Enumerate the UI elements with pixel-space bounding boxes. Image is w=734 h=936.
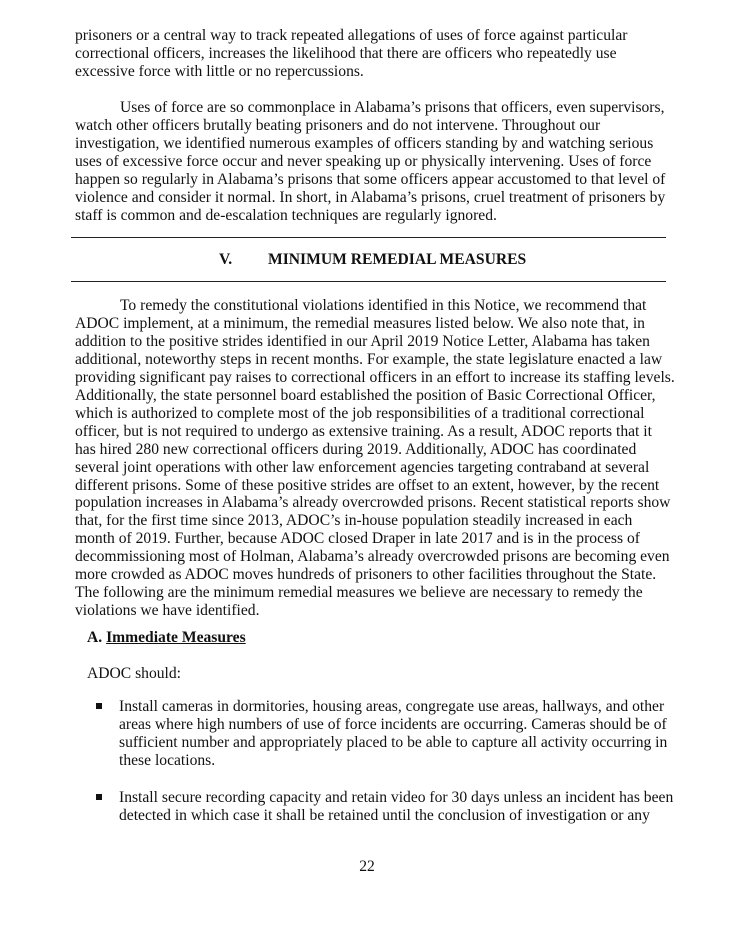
section-title: MINIMUM REMEDIAL MEASURES (268, 251, 527, 268)
page-number: 22 (359, 858, 375, 875)
body-paragraph: Uses of force are so commonplace in Alabama’s prisons that officers, even supervisors, watch other officers brutally beating prisoners and do not intervene. Throughout our investigation, we identified numerous examples of officers standing by and watching serious uses of excessive force occur and never speaking up or physically intervening. Uses of force happen so regularly in Alabama’s prisons that some officers appear accustomed to that level of violence and consider it normal. In short, in Alabama’s prisons, cruel treatment of prisoners by staff is common and de-escalation techniques are regularly ignored. (75, 99, 666, 224)
body-paragraph: prisoners or a central way to track repeated allegations of uses of force against particular correctional officers, increases the likelihood that there are officers who repeatedly use excessive force with little or no repercussions. (75, 27, 628, 80)
list-item-text: Install cameras in dormitories, housing areas, congregate use areas, hallways, and other areas where high numbers of use of force incidents are occurring. Cameras should be of sufficient number and appropriately placed to be able to capture all activity occurring in these locations. (119, 698, 668, 769)
lead-in-text: ADOC should: (87, 665, 182, 682)
body-paragraph: To remedy the constitutional violations identified in this Notice, we recommend that ADOC implement, at a minimum, the remedial measures listed below. We also note that, in addition to the positive strides identified in our April 2019 Notice Letter, Alabama has taken additional, noteworthy steps in recent months. For example, the state legislature enacted a law providing significant pay raises to correctional officers in an effort to increase its staffing levels. Additionally, the state personnel board established the position of Basic Correctional Officer, which is authorized to complete most of the job responsibilities of a traditional correctional officer, but is not required to undergo as extensive training. As a result, ADOC reports that it has hired 280 new correctional officers during 2019. Additionally, ADOC has coordinated several joint operations with other law enforcement agencies targeting contraband at several different prisons. Some of these positive strides are offset to an extent, however, by the recent population increases in Alabama’s already overcrowded prisons. Recent statistical reports show that, for the first time since 2013, ADOC’s in-house population steadily increased in each month of 2019. Further, because ADOC closed Draper in late 2017 and is in the process of decommissioning most of Holman, Alabama’s already overcrowded prisons are becoming even more crowded as ADOC moves hundreds of prisoners to other facilities throughout the State. The following are the minimum remedial measures we believe are necessary to remedy the violations we have identified. (75, 297, 675, 620)
section-rule-top (71, 237, 666, 238)
square-bullet-icon (96, 794, 102, 800)
square-bullet-icon (96, 703, 102, 709)
section-number: V. (219, 251, 233, 268)
subsection-title: Immediate Measures (106, 629, 246, 646)
section-heading (219, 251, 526, 269)
subsection-heading (87, 629, 246, 647)
list-item-text: Install secure recording capacity and retain video for 30 days unless an incident has been detected in which case it shall be retained until the conclusion of investigation or any (119, 789, 674, 824)
section-rule-bottom (71, 281, 666, 282)
subsection-letter: A. (87, 629, 103, 646)
